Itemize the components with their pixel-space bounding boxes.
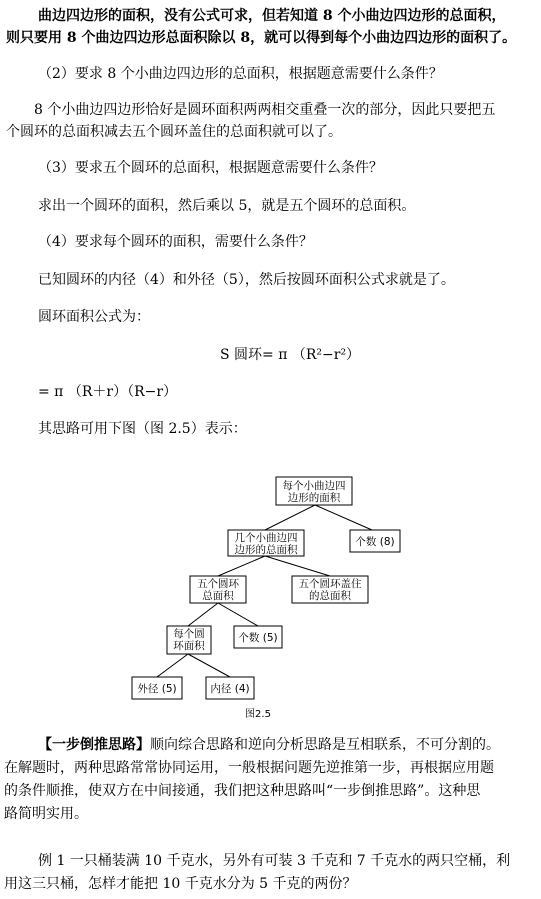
answer-4: 已知圆环的内径（4）和外径（5），然后按圆环面积公式求就是了。 xyxy=(38,272,455,288)
node-each-small-quad-area xyxy=(276,477,352,505)
svg-text:环面积: 环面积 xyxy=(173,640,205,652)
diagram-intro: 其思路可用下图（图 2.5）表示： xyxy=(38,421,247,437)
svg-text:每个圆: 每个圆 xyxy=(173,628,205,640)
tree-edge xyxy=(157,654,188,677)
node-outer-diameter xyxy=(132,677,182,699)
question-2: （2）要求 8 个小曲边四边形的总面积，根据题意需要什么条件？ xyxy=(38,66,443,82)
svg-text:边形的面积: 边形的面积 xyxy=(287,492,341,504)
svg-text:内径 (4): 内径 (4) xyxy=(210,683,250,695)
svg-text:几个小曲边四: 几个小曲边四 xyxy=(234,532,298,544)
svg-text:个数 (8): 个数 (8) xyxy=(355,536,395,548)
formula-main: S 圆环= π （R²−r²） xyxy=(220,347,361,363)
tree-edge xyxy=(265,556,330,576)
question-4: （4）要求每个圆环的面积，需要什么条件？ xyxy=(38,234,313,250)
tree-edge xyxy=(218,556,265,576)
answer-2-line: 8 个小曲边四边形恰好是圆环面积两两相交重叠一次的部分，因此只要把五 xyxy=(34,102,496,118)
formula-expand: = π （R＋r）（R−r） xyxy=(38,384,178,400)
svg-text:边形的总面积: 边形的总面积 xyxy=(234,544,298,556)
method-paragraph xyxy=(38,733,541,757)
method-line: 路简明实用。 xyxy=(4,806,88,822)
formula-intro: 圆环面积公式为： xyxy=(38,309,150,325)
method-text: 顺向综合思路和逆向分析思路是互相联系，不可分割的。 xyxy=(150,737,500,753)
question-3: （3）要求五个圆环的总面积，根据题意需要什么条件？ xyxy=(38,160,383,176)
svg-text:的总面积: 的总面积 xyxy=(309,590,351,602)
node-count-8 xyxy=(350,530,400,552)
tree-edge xyxy=(265,505,315,530)
node-count-5 xyxy=(234,626,282,648)
method-title: 【一步倒推思路】 xyxy=(38,737,150,753)
node-quads-total-area xyxy=(228,530,304,556)
svg-text:外径 (5): 外径 (5) xyxy=(137,683,177,695)
tree-edge xyxy=(188,654,230,677)
svg-text:五个圆环: 五个圆环 xyxy=(197,578,239,590)
svg-text:每个小曲边四: 每个小曲边四 xyxy=(282,480,346,492)
example-line: 例 1 一只桶装满 10 千克水，另外有可装 3 千克和 7 千克水的两只空桶，利 xyxy=(38,853,511,869)
tree-edge xyxy=(315,505,372,530)
tree-edge xyxy=(188,603,218,626)
svg-text:总面积: 总面积 xyxy=(202,590,234,602)
paragraph-line: 曲边四边形的面积，没有公式可求，但若知道 8 个小曲边四边形的总面积， xyxy=(38,8,506,24)
answer-2-line: 个圆环的总面积减去五个圆环盖住的总面积就可以了。 xyxy=(6,124,342,140)
figure-caption: 图2.5 xyxy=(245,709,271,720)
node-inner-diameter xyxy=(206,677,254,699)
node-five-rings-total xyxy=(190,576,246,603)
paragraph-line: 则只要用 8 个曲边四边形总面积除以 8，就可以得到每个小曲边四边形的面积了。 xyxy=(6,30,517,46)
svg-text:五个圆环盖住: 五个圆环盖住 xyxy=(298,578,362,590)
method-line: 在解题时，两种思路常常协同运用，一般根据问题先逆推第一步，再根据应用题 xyxy=(4,760,494,776)
node-each-ring-area xyxy=(167,626,211,654)
answer-3: 求出一个圆环的面积，然后乘以 5，就是五个圆环的总面积。 xyxy=(38,198,416,214)
node-five-rings-covered xyxy=(292,576,368,603)
method-line: 的条件顺推，使双方在中间接通，我们把这种思路叫“一步倒推思路”。这种思 xyxy=(4,783,481,799)
tree-edge xyxy=(218,603,258,626)
svg-text:个数 (5): 个数 (5) xyxy=(238,632,278,644)
example-line: 用这三只桶，怎样才能把 10 千克水分为 5 千克的两份？ xyxy=(4,876,357,892)
